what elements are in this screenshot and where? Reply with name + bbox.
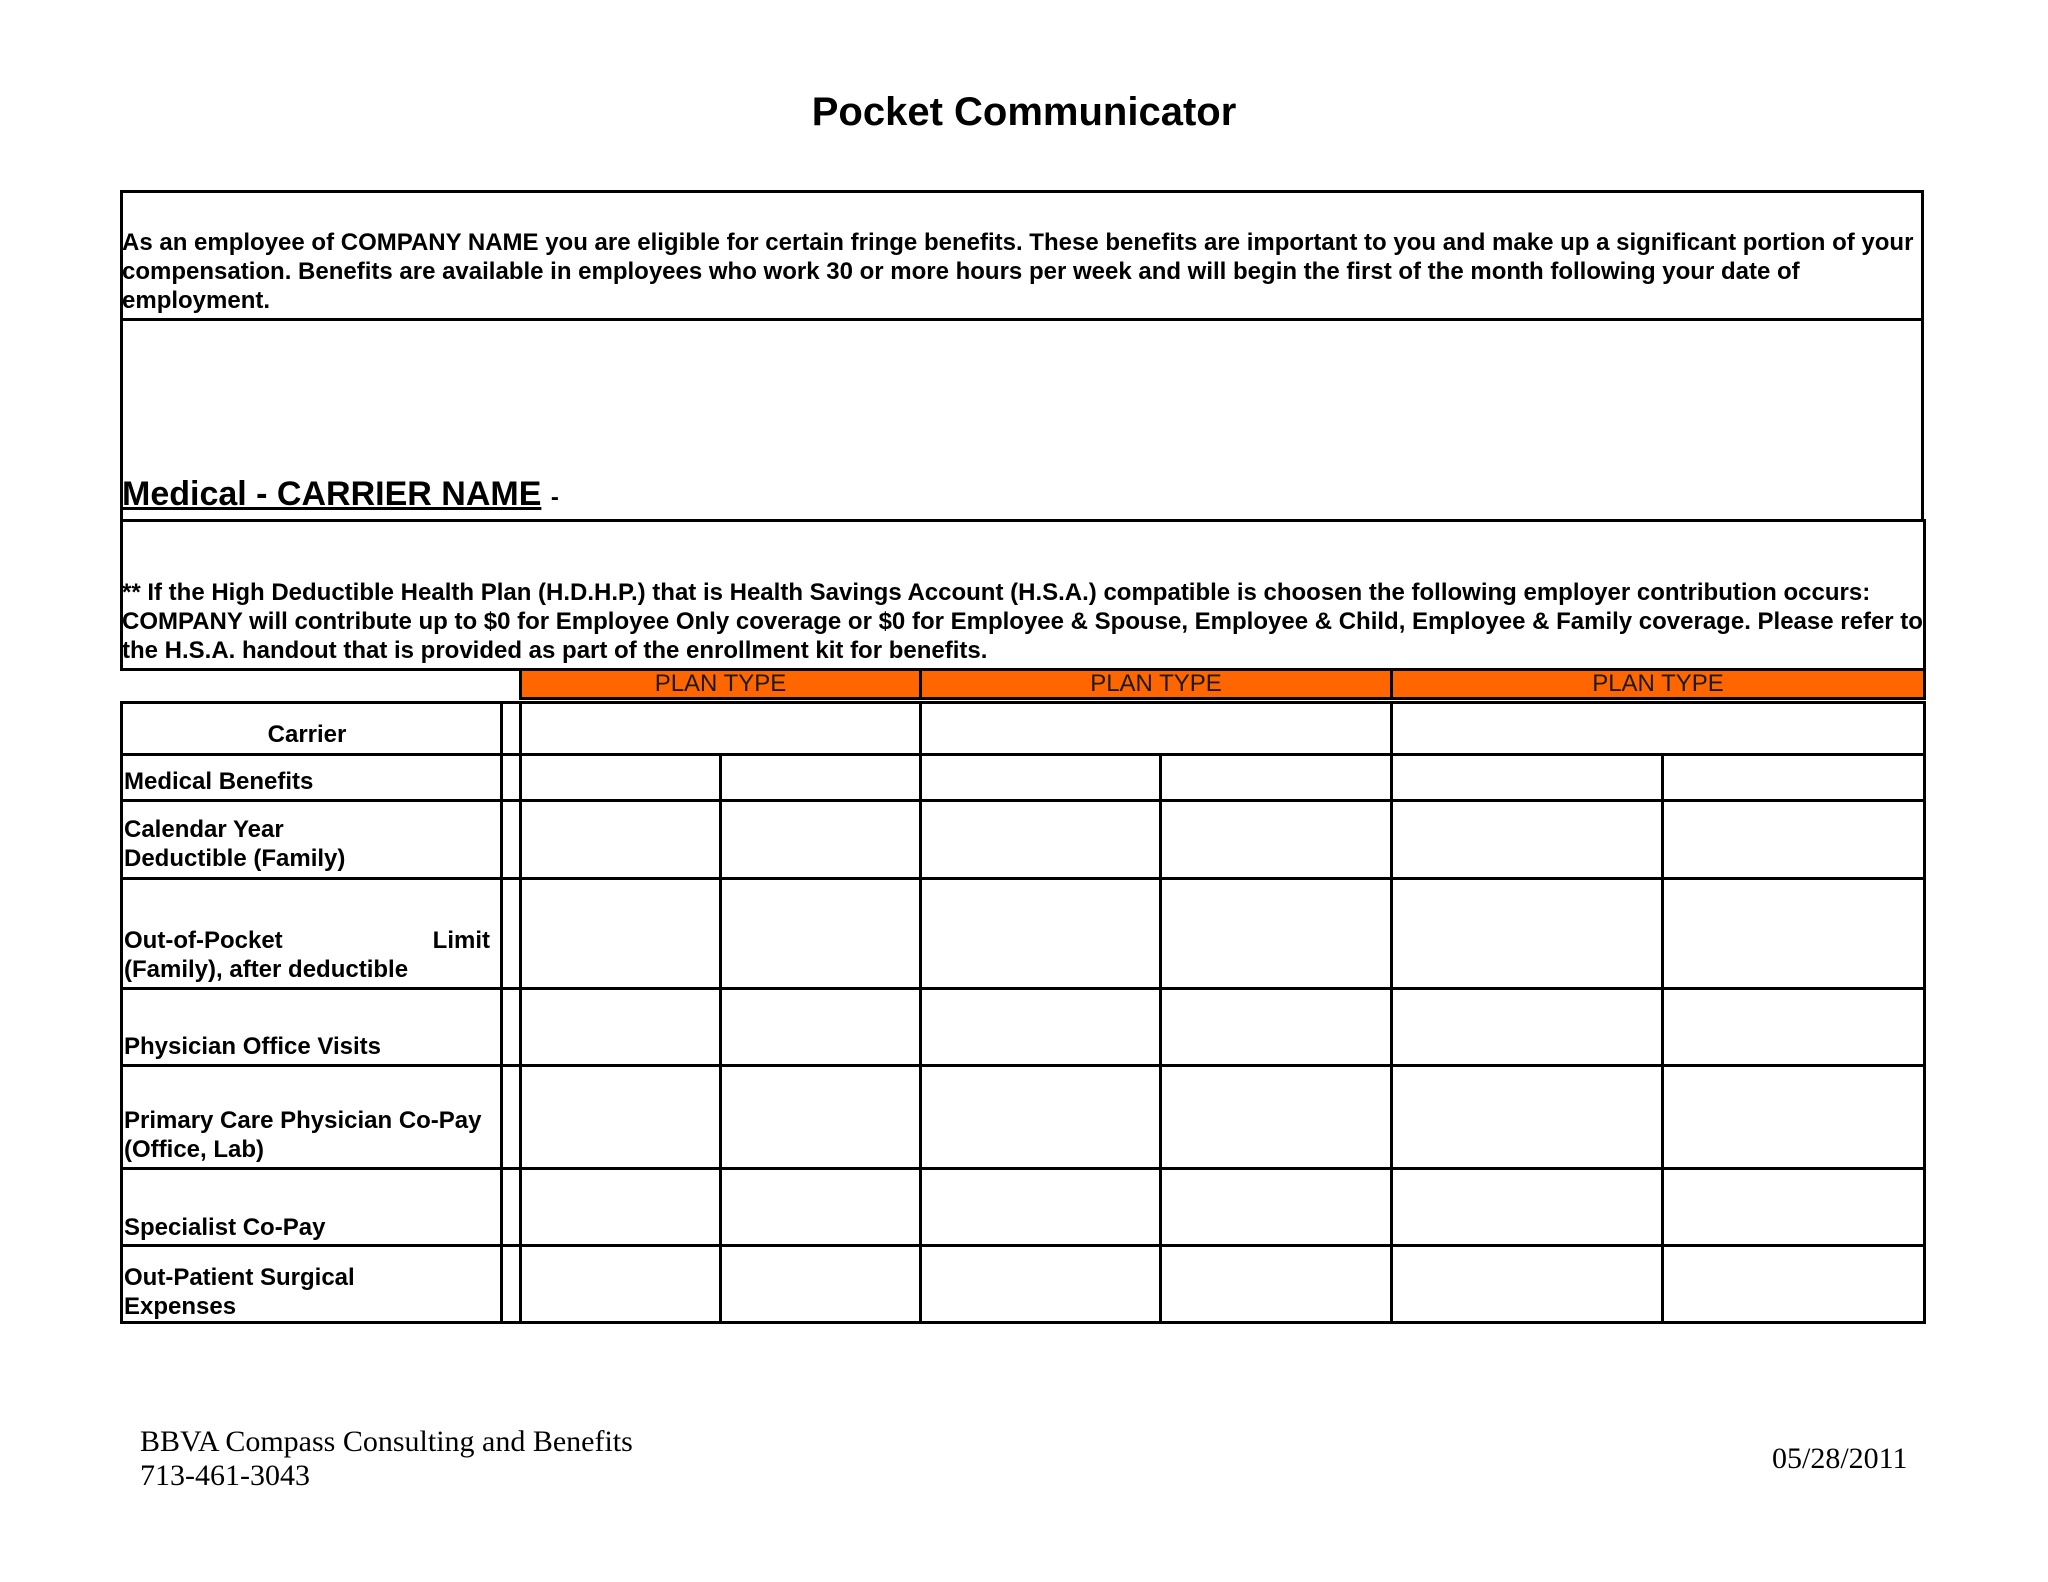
medical-carrier-heading (122, 474, 559, 518)
grid-line (120, 1167, 1926, 1170)
grid-line (120, 701, 1926, 704)
family-after-deductible-label: (Family), after deductible (124, 956, 409, 983)
footer-date: 05/28/2011 (1772, 1442, 1908, 1475)
grid-line (519, 701, 522, 1324)
grid-line (1661, 753, 1664, 1324)
row-label-physician-office-visits: Physician Office Visits (124, 1033, 382, 1060)
plan-type-header-3: PLAN TYPE (1390, 668, 1926, 700)
footer-company: BBVA Compass Consulting and Benefits (140, 1425, 633, 1458)
grid-line (120, 1064, 1926, 1067)
grid-line (120, 701, 123, 1324)
grid-line (120, 987, 1926, 990)
medical-carrier-suffix: - (550, 484, 559, 511)
row-label-out-of-pocket-limit (124, 926, 490, 984)
limit-label: Limit (432, 927, 490, 954)
grid-line (120, 799, 1926, 802)
page-title: Pocket Communicator (811, 90, 1237, 134)
plan-type-header-1: PLAN TYPE (519, 668, 922, 700)
row-label-carrier: Carrier (267, 721, 347, 748)
grid-line (120, 877, 1926, 880)
grid-line (500, 701, 503, 1324)
row-label-medical-benefits: Medical Benefits (124, 768, 314, 795)
grid-line (120, 753, 1926, 756)
out-of-pocket-label: Out-of-Pocket (124, 927, 283, 954)
hsa-note: ** If the High Deductible Health Plan (H.D.H.P.) that is Health Savings Account (H.S.A.) compatible is choosen the following employer contribution occurs: COMPANY will contribute up to $0 for Employee Only coverage or $0 for Employee & Spouse, Employee & Child, Employee & Family coverage. Please refer to the H.S.A. handout that is provided as part of the enrollment kit for benefits. (122, 579, 1923, 664)
plan-type-header-2: PLAN TYPE (919, 668, 1393, 700)
intro-paragraph: As an employee of COMPANY NAME you are eligible for certain fringe benefits. These benefits are important to you and make up a significant portion of your compensation. Benefits are available in employees who work 30 or more hours per week and will begin the first of the month following your date of employment. (122, 229, 1914, 314)
grid-line (1923, 701, 1926, 1324)
grid-line (120, 1321, 1926, 1324)
medical-carrier-title: Medical - CARRIER NAME (122, 475, 542, 513)
grid-line (1390, 701, 1393, 1324)
grid-line (1159, 753, 1162, 1324)
row-label-calendar-year-deductible: Calendar Year Deductible (Family) (124, 816, 346, 872)
grid-line (919, 701, 922, 1324)
row-label-primary-care-copay: Primary Care Physician Co-Pay (Office, Lab) (124, 1107, 482, 1163)
footer-phone: 713-461-3043 (140, 1459, 310, 1492)
row-label-specialist-copay: Specialist Co-Pay (124, 1214, 326, 1241)
grid-line (120, 1244, 1926, 1247)
row-label-out-patient-surgical: Out-Patient Surgical Expenses (124, 1264, 355, 1320)
grid-line (719, 753, 722, 1324)
